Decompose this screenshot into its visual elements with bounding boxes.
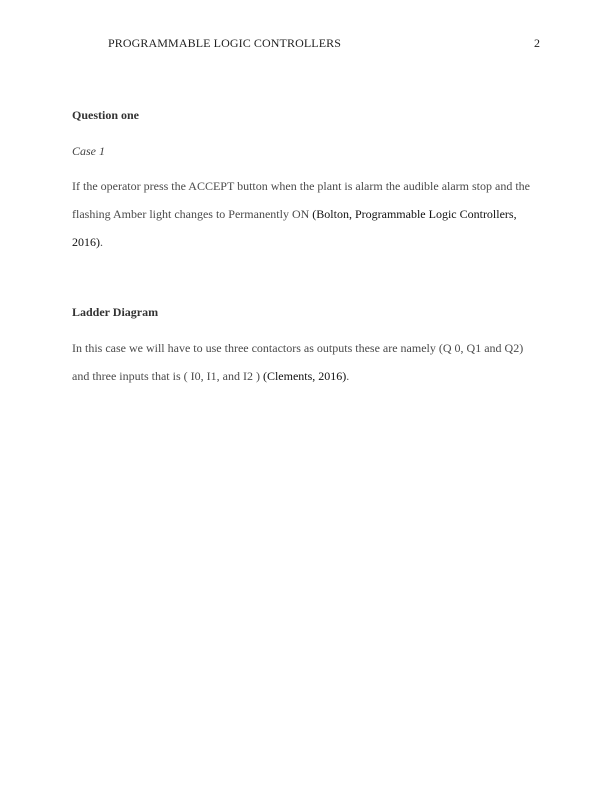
paragraph-line	[72, 228, 542, 256]
paragraph-text: In this case we will have to use three contactors as outputs these are namely (Q 0, Q1 and Q2)	[72, 341, 524, 355]
paragraph-line	[72, 362, 542, 390]
paragraph-line	[72, 172, 542, 200]
subheading-case-1: Case 1	[72, 144, 105, 158]
paragraph-text: .	[100, 235, 103, 249]
paragraph-text: flashing Amber light changes to Permanently ON	[72, 207, 313, 221]
paragraph-text: .	[346, 369, 350, 383]
section-heading-ladder-diagram: Ladder Diagram	[72, 305, 159, 319]
section-heading-question-one: Question one	[72, 108, 140, 122]
citation-bolton-year: 2016)	[72, 235, 100, 249]
page-number: 2	[534, 36, 540, 50]
paragraph-ladder-diagram	[72, 334, 542, 390]
paragraph-line	[72, 200, 542, 228]
citation-bolton: (Bolton, Programmable Logic Controllers,	[312, 207, 517, 221]
citation-clements: (Clements, 2016)	[262, 369, 347, 383]
paragraph-text: If the operator press the ACCEPT button when the plant is alarm the audible alarm stop and the	[72, 179, 531, 193]
paragraph-line	[72, 334, 542, 362]
running-head: PROGRAMMABLE LOGIC CONTROLLERS	[108, 36, 342, 50]
paragraph-text: and three inputs that is ( I0, I1, and I2 )	[72, 369, 263, 383]
paragraph-case-1	[72, 172, 542, 256]
